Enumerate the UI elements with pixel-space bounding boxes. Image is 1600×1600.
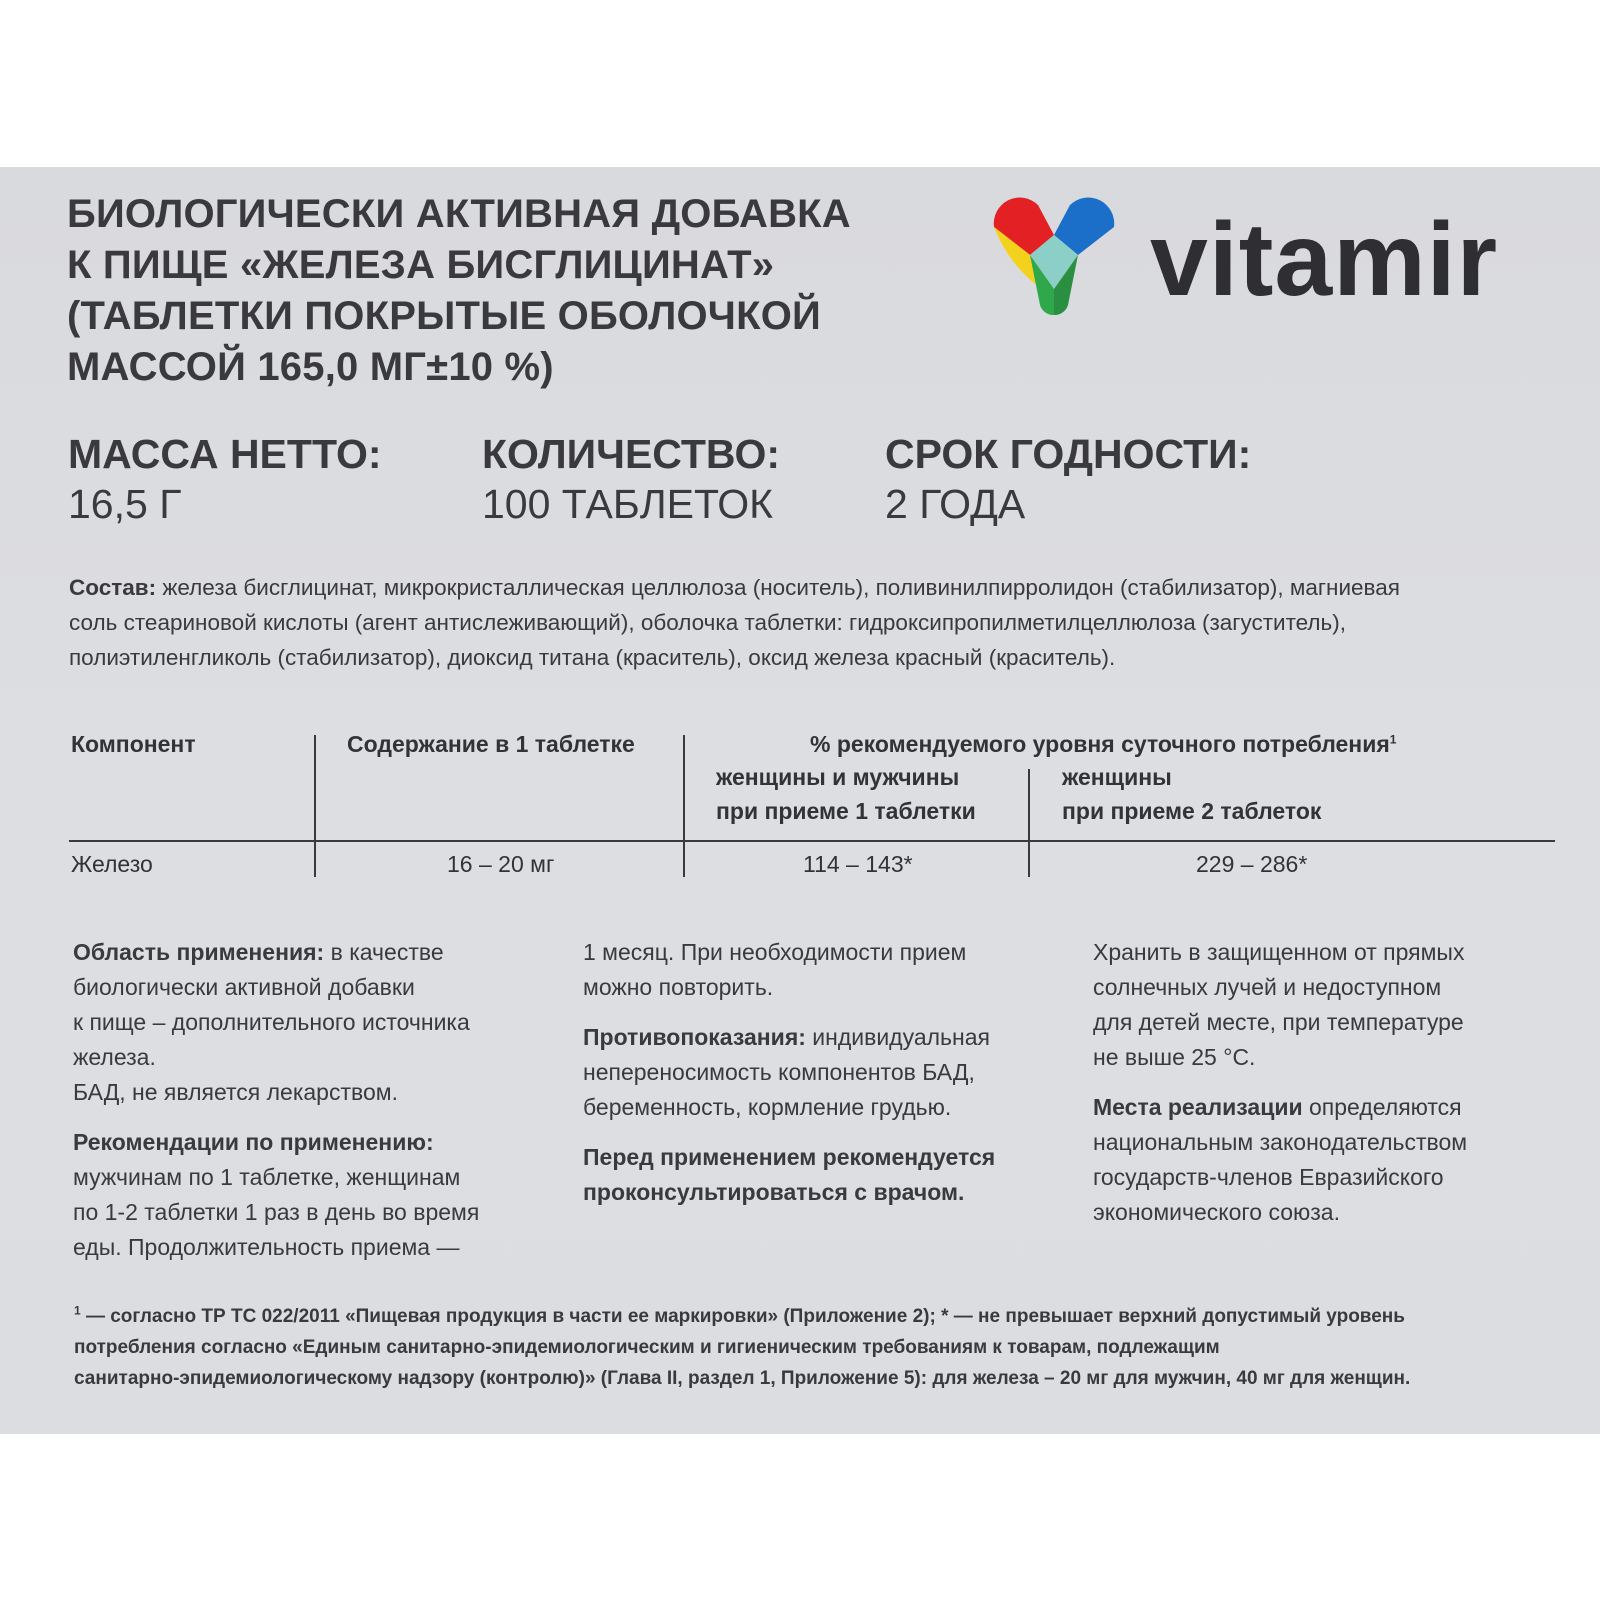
recommendations-label: Рекомендации по применению: [73,1129,434,1155]
stat-label: МАССА НЕТТО: [68,431,382,477]
contraindications-label: Противопоказания: [583,1024,806,1050]
brand-name: vitamir [1150,202,1499,318]
storage-text: солнечных лучей и недоступном [1093,974,1442,1000]
sale-text: определяются [1302,1094,1462,1120]
brand-logo [990,197,1570,327]
recommendations-continued: можно повторить. [583,974,774,1000]
product-label-panel [0,167,1600,1434]
not-drug-note: БАД, не является лекарством. [73,1079,398,1105]
contraindications-text: индивидуальная [805,1024,990,1050]
stat-value: 100 ТАБЛЕТОК [482,481,773,527]
storage-column [1093,935,1573,1230]
consult-warning: проконсультироваться с врачом. [583,1179,965,1205]
header-percent [810,727,1396,761]
header-component: Компонент [71,731,196,757]
header-group1-line1: женщины и мужчины [716,764,960,790]
cell-content: 16 – 20 мг [447,851,555,877]
cell-component: Железо [71,851,153,877]
recommendations-continued: 1 месяц. При необходимости прием [583,939,967,965]
stat-quantity [482,429,780,529]
storage-text: для детей месте, при температуре [1093,1009,1464,1035]
usage-text: биологически активной добавки [73,974,415,1000]
sale-text: государств-членов Евразийского [1093,1164,1444,1190]
contraindications-text: беременность, кормление грудью. [583,1094,952,1120]
footnote-text: потребления согласно «Единым санитарно-эпидемиологическим и гигиеническим требованиям к товарам, подлежащим [74,1337,1220,1358]
contraindications-column [583,935,1053,1210]
composition-text: полиэтиленгликоль (стабилизатор), диоксид титана (краситель), оксид железа красный (краситель). [69,645,1116,670]
sale-text: национальным законодательством [1093,1129,1468,1155]
vitamir-logo-icon [990,197,1120,317]
recommendations-text: по 1-2 таблетки 1 раз в день во время [73,1199,480,1225]
column-divider [683,735,685,877]
consult-warning: Перед применением рекомендуется [583,1144,996,1170]
usage-text: железа. [73,1044,156,1070]
footnote-text: — согласно ТР ТС 022/2011 «Пищевая продукция в части ее маркировки» (Приложение 2); * — не превышает верхний допустимый уровень [80,1306,1405,1327]
title-line: К ПИЩЕ «ЖЕЛЕЗА БИСГЛИЦИНАТ» [67,243,775,287]
usage-label: Область применения: [73,939,325,965]
sale-text: экономического союза. [1093,1199,1340,1225]
footnote-marker: 1 [1389,732,1397,747]
contraindications-text: непереносимость компонентов БАД, [583,1059,975,1085]
composition [69,570,1569,675]
stat-shelf-life [885,429,1251,529]
composition-text: соль стеариновой кислоты (агент антислеживающий), оболочка таблетки: гидроксипропилметилцеллюлоза (загуститель), [69,610,1347,635]
footnote-marker: 1 [74,1303,81,1318]
sale-label: Места реализации [1093,1094,1303,1120]
storage-text: Хранить в защищенном от прямых [1093,939,1465,965]
cell-group1: 114 – 143* [803,851,913,877]
product-title [67,189,947,393]
recommendations-text: мужчинам по 1 таблетке, женщинам [73,1164,461,1190]
column-divider [314,735,316,877]
usage-column [73,935,553,1265]
composition-text: железа бисглицинат, микрокристаллическая целлюлоза (носитель), поливинилпирролидон (стабилизатор), магниевая [156,575,1400,600]
footnote-text: санитарно-эпидемиологическому надзору (контролю)» (Глава II, раздел 1, Приложение 5): для железа – 20 мг для мужчин, 40 мг для женщин. [74,1368,1411,1389]
stat-value: 16,5 Г [68,481,182,527]
title-line: БИОЛОГИЧЕСКИ АКТИВНАЯ ДОБАВКА [67,192,851,236]
header-group2-line1: женщины [1062,764,1172,790]
composition-label: Состав: [69,575,157,600]
stat-value: 2 ГОДА [885,481,1026,527]
nutrient-table [0,727,1600,887]
usage-text: к пище – дополнительного источника [73,1009,470,1035]
storage-text: не выше 25 °C. [1093,1044,1256,1070]
title-line: МАССОЙ 165,0 МГ±10 %) [67,345,554,389]
header-content: Содержание в 1 таблетке [347,731,635,757]
footnote [74,1301,1574,1394]
title-line: (ТАБЛЕТКИ ПОКРЫТЫЕ ОБОЛОЧКОЙ [67,294,821,338]
usage-text: в качестве [324,939,444,965]
header-percent-text: % рекомендуемого уровня суточного потребления [810,731,1390,757]
header-group2-line2: при приеме 2 таблеток [1062,798,1322,824]
cell-group2: 229 – 286* [1196,851,1308,877]
stat-net-weight [68,429,382,529]
stat-label: КОЛИЧЕСТВО: [482,431,781,477]
table-rule [69,840,1555,842]
header-group1-line2: при приеме 1 таблетки [716,798,976,824]
recommendations-text: еды. Продолжительность приема — [73,1234,460,1260]
stat-label: СРОК ГОДНОСТИ: [885,431,1252,477]
column-divider [1028,769,1030,877]
